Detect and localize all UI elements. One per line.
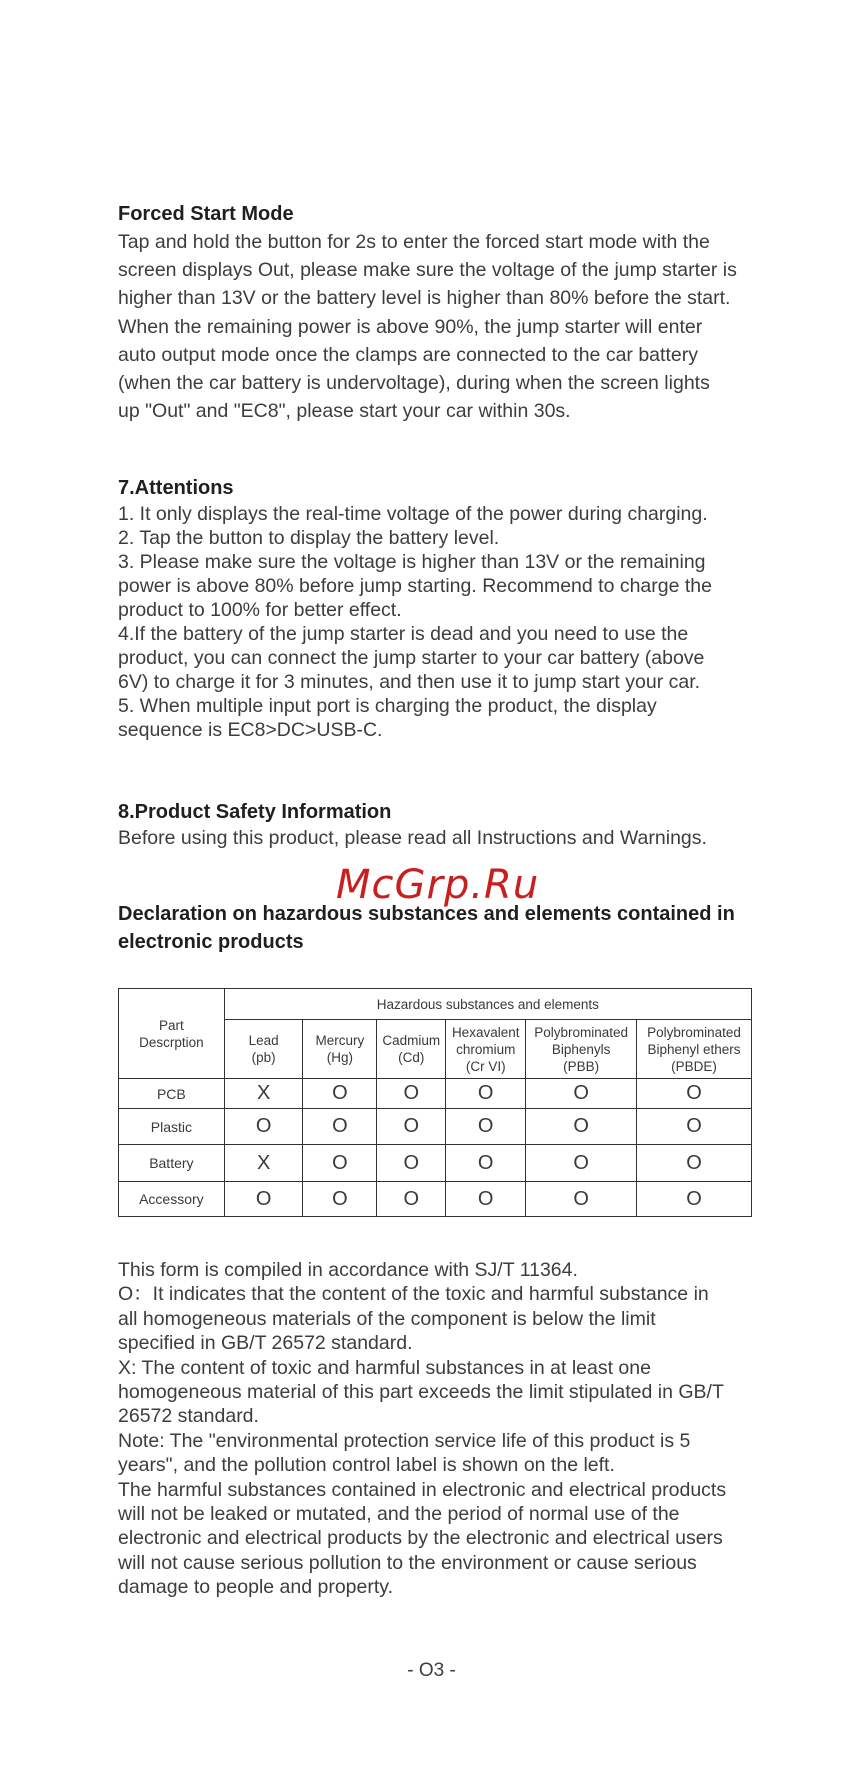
table-cell: O [526, 1109, 637, 1145]
note-line: homogeneous material of this part exceeds the limit stipulated in GB/T [118, 1381, 724, 1404]
part-header: Part Descrption [119, 989, 225, 1079]
forced-line: higher than 13V or the battery level is higher than 80% before the start. [118, 287, 731, 310]
note-line: electronic and electrical products by the electronic and electrical users [118, 1527, 723, 1550]
attention-line: 6V) to charge it for 3 minutes, and then use it to jump start your car. [118, 671, 701, 693]
note-line: O：It indicates that the content of the toxic and harmful substance in [118, 1283, 709, 1306]
notes-section [118, 1258, 768, 1600]
note-line: X: The content of toxic and harmful substances in at least one [118, 1356, 651, 1379]
page-number: - O3 - [407, 1660, 456, 1681]
table-cell: O [637, 1109, 752, 1145]
safety-intro: Before using this product, please read all Instructions and Warnings. [118, 827, 707, 849]
attention-line: 2. Tap the button to display the battery level. [118, 527, 500, 549]
table-cell: O [526, 1079, 637, 1109]
table-cell: O [377, 1145, 446, 1182]
table-cell: X [224, 1145, 303, 1182]
row-part: Battery [119, 1145, 225, 1182]
note-line: years", and the pollution control label is shown on the left. [118, 1454, 615, 1477]
group-header: Hazardous substances and elements [224, 989, 751, 1020]
attention-line: 5. When multiple input port is charging the product, the display [118, 695, 657, 717]
attention-line: power is above 80% before jump starting. Recommend to charge the [118, 575, 712, 597]
table-cell: O [446, 1109, 526, 1145]
forced-line: auto output mode once the clamps are connected to the car battery [118, 343, 698, 366]
table-row [119, 1079, 752, 1109]
attention-line: product to 100% for better effect. [118, 599, 402, 621]
forced-line: up "Out" and "EC8", please start your car within 30s. [118, 400, 571, 423]
declaration-title [118, 900, 758, 956]
note-line: 26572 standard. [118, 1405, 259, 1428]
declaration-line: electronic products [118, 931, 304, 953]
table-cell: O [526, 1145, 637, 1182]
table-cell: O [224, 1182, 303, 1217]
table-cell: O [446, 1145, 526, 1182]
table-cell: O [446, 1182, 526, 1217]
table-cell: O [224, 1109, 303, 1145]
table-cell: O [303, 1109, 377, 1145]
table-cell: O [303, 1145, 377, 1182]
table-row [119, 1145, 752, 1182]
table-cell: O [637, 1079, 752, 1109]
attentions-title: 7.Attentions [118, 477, 234, 499]
forced-line: When the remaining power is above 90%, the jump starter will enter [118, 315, 703, 338]
forced-start-title: Forced Start Mode [118, 203, 294, 225]
safety-title: 8.Product Safety Information [118, 801, 392, 823]
table-cell: O [303, 1079, 377, 1109]
hazardous-substances-table [118, 988, 752, 1217]
note-line: specified in GB/T 26572 standard. [118, 1332, 413, 1355]
note-line: will not be leaked or mutated, and the period of normal use of the [118, 1503, 680, 1526]
safety-section [118, 798, 758, 850]
attention-line: 4.If the battery of the jump starter is dead and you need to use the [118, 623, 689, 645]
table-row [119, 1109, 752, 1145]
attention-line: product, you can connect the jump starter to your car battery (above [118, 647, 705, 669]
row-part: PCB [119, 1079, 225, 1109]
declaration-line: Declaration on hazardous substances and elements contained in [118, 903, 735, 925]
table-cell: O [377, 1109, 446, 1145]
col-header-lead: Lead (pb) [224, 1020, 303, 1079]
attention-line: 3. Please make sure the voltage is higher than 13V or the remaining [118, 551, 706, 573]
note-line: will not cause serious pollution to the environment or cause serious [118, 1551, 697, 1574]
col-header-cadmium: Cadmium (Cd) [377, 1020, 446, 1079]
table-cell: O [637, 1145, 752, 1182]
watermark-logo: McGrp.Ru [336, 862, 540, 908]
table-cell: O [303, 1182, 377, 1217]
attentions-section [118, 474, 758, 742]
table-cell: O [637, 1182, 752, 1217]
col-header-pbb: Polybrominated Biphenyls (PBB) [526, 1020, 637, 1079]
forced-start-section [118, 200, 758, 425]
attention-line: sequence is EC8>DC>USB-C. [118, 719, 383, 741]
note-line: all homogeneous materials of the component is below the limit [118, 1307, 656, 1330]
col-header-pbde: Polybrominated Biphenyl ethers (PBDE) [637, 1020, 752, 1079]
table-cell: O [377, 1079, 446, 1109]
forced-line: Tap and hold the button for 2s to enter the forced start mode with the [118, 231, 710, 253]
forced-line: (when the car battery is undervoltage), during when the screen lights [118, 372, 710, 395]
note-line: Note: The "environmental protection service life of this product is 5 [118, 1429, 691, 1452]
table-cell: O [446, 1079, 526, 1109]
col-header-mercury: Mercury (Hg) [303, 1020, 377, 1079]
note-line: This form is compiled in accordance with SJ/T 11364. [118, 1259, 578, 1281]
table-cell: O [526, 1182, 637, 1217]
note-line: damage to people and property. [118, 1576, 393, 1599]
table-row [119, 1182, 752, 1217]
row-part: Plastic [119, 1109, 225, 1145]
attention-line: 1. It only displays the real-time voltage of the power during charging. [118, 503, 708, 525]
table-cell: X [224, 1079, 303, 1109]
col-header-hexavalent-chromium: Hexavalent chromium (Cr VI) [446, 1020, 526, 1079]
row-part: Accessory [119, 1182, 225, 1217]
note-line: The harmful substances contained in electronic and electrical products [118, 1478, 727, 1501]
table-cell: O [377, 1182, 446, 1217]
forced-line: screen displays Out, please make sure the voltage of the jump starter is [118, 259, 737, 282]
